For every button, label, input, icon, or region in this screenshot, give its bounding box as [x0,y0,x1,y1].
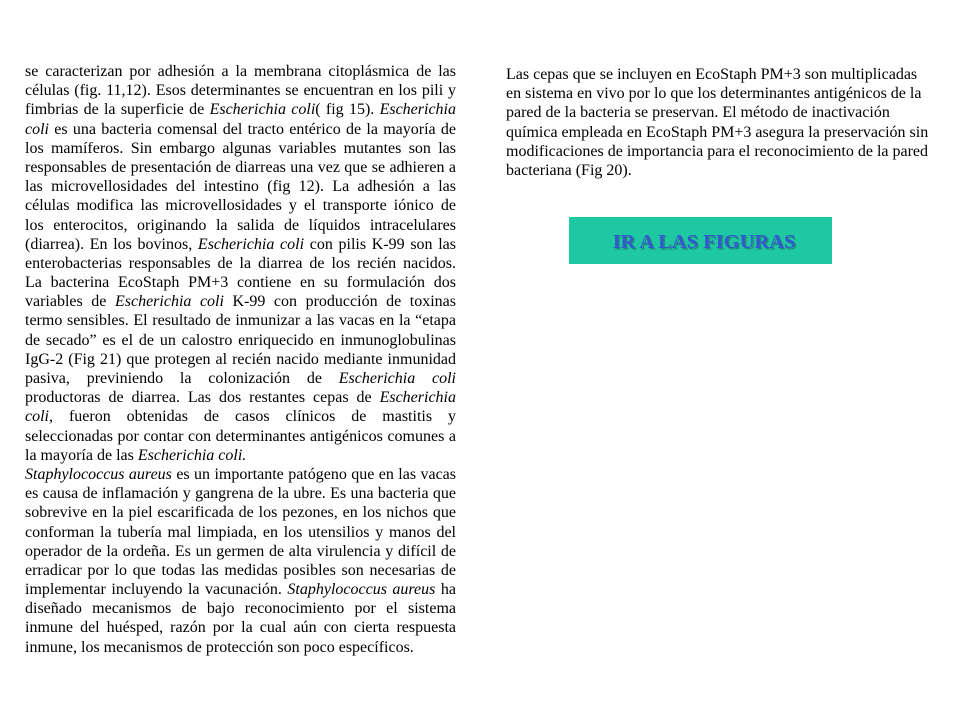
text-line [25,292,456,311]
line-text [25,504,456,521]
line-text [25,581,456,598]
line-text [25,63,456,80]
text-run: implementar incluyendo la vacunación. [25,581,288,599]
line-text [25,370,456,387]
line-text [25,562,456,579]
line-text [25,312,456,329]
text-run: es causa de inflamación y gangrena de la ubre. Es una bacteria que [25,485,456,503]
text-run: bacteriana (Fig 20). [506,161,632,179]
text-run: en sistema en vivo por lo que los determinantes antigénicos de la [506,85,922,103]
line-text [25,351,456,368]
go-to-figures-label: IR A LAS FIGURAS [612,230,796,253]
text-line [25,350,456,369]
text-run: los mamíferos. Sin embargo algunas variables mutantes son las [25,139,456,157]
text-line [25,120,456,139]
text-run: se caracterizan por adhesión a la membrana citoplásmica de las [25,63,456,80]
line-text [25,82,456,99]
text-run: ha [435,581,456,599]
text-run: la mayoría de las [25,446,138,464]
line-text [506,85,921,102]
text-line [25,369,456,388]
go-to-figures-button[interactable] [569,217,832,264]
text-line [25,638,456,657]
text-line [506,65,932,84]
italic-term: Staphylococcus aureus [287,581,436,599]
line-text [25,485,456,502]
line-text [25,140,456,157]
line-text [25,217,456,234]
text-run: operador de la ordeña. Es un germen de alta virulencia y difícil de [25,542,456,560]
line-text [25,428,456,445]
text-run: química empleada en EcoStaph PM+3 asegura la preservación sin [506,123,929,141]
text-run: Las cepas que se incluyen en EcoStaph PM+3 son multiplicadas [506,66,918,83]
text-line [25,216,456,235]
text-line [25,100,456,119]
text-run: inmune, los mecanismos de protección son poco específicos. [25,638,414,656]
text-run: enterobacterias responsables de la diarrea de los recién nacidos. [25,254,456,272]
text-run: modificaciones de importancia para el reconocimiento de la pared [506,142,929,160]
text-run: fueron obtenidas de casos clínicos de mastitis y [53,408,456,426]
text-line [25,561,456,580]
text-run: con pilis K-99 son las [304,235,456,253]
text-run: conforman la tubería mal limpiada, en los utensilios y manos del [25,523,456,541]
text-run: pared de la bacteria se preservan. El método de inactivación [506,104,890,122]
line-text [25,178,456,195]
text-run: ( fig 15). [315,101,380,119]
text-run: diseñado mecanismos de bajo reconocimiento por el sistema [25,600,456,618]
line-text [25,389,456,406]
text-line [25,254,456,273]
text-line [25,599,456,618]
text-line [506,84,932,103]
line-text [25,447,246,464]
text-line [25,427,456,446]
text-run: IgG-2 (Fig 21) que protegen al recién nacido mediante inmunidad [25,350,456,368]
line-text [506,66,917,83]
text-line [25,273,456,292]
line-text [25,332,456,349]
line-text [25,159,456,176]
text-run: seleccionadas por contar con determinantes antigénicos comunes a [25,427,456,445]
line-text [25,236,456,253]
text-run: erradicar por lo que todas las medidas posibles son necesarias de [25,561,456,579]
line-text [506,162,632,179]
text-line [506,142,932,161]
text-line [25,407,456,426]
text-line [25,484,456,503]
text-run: células (fig. 11,12). Esos determinantes se encuentran en los pili y [25,82,456,100]
text-run: de secado” es el de un calostro enriquecido en inmunoglobulinas [25,331,456,349]
text-line [25,177,456,196]
text-run: inmune del huésped, razón por la cual aún con cierta respuesta [25,619,456,637]
text-line [25,196,456,215]
text-line [25,158,456,177]
text-line [25,446,456,465]
text-run: (diarrea). En los bovinos, [25,235,198,253]
line-text [25,255,456,272]
line-text [506,104,890,121]
text-line [25,62,456,81]
text-line [25,618,456,637]
text-line [25,139,456,158]
left-text-column [25,62,456,657]
text-line [506,123,932,142]
italic-term: Escherichia coli. [137,446,247,464]
line-text [25,101,456,118]
text-run: fimbrias de la superficie de [25,101,210,119]
line-text [25,293,456,310]
italic-term: Escherichia coli [197,235,305,253]
text-run: variables de [25,293,115,311]
text-run: pasiva, previniendo la colonización de [25,370,339,387]
text-line [506,161,932,180]
text-run: La bacterina EcoStaph PM+3 contiene en su formulación dos [25,274,456,292]
text-run: termo sensibles. El resultado de inmunizar a las vacas en la “etapa [25,312,456,330]
italic-term: Escherichia coli [114,293,224,311]
text-line [25,388,456,407]
text-line [25,235,456,254]
text-line [25,503,456,522]
text-line [25,465,456,484]
text-run: productoras de diarrea. Las dos restantes cepas de [25,389,380,407]
line-text [25,408,456,425]
line-text [506,124,928,141]
text-line [25,580,456,599]
line-text [25,543,456,560]
text-run: los enterocitos, originando la salida de líquidos intracelulares [25,216,456,234]
text-line [25,542,456,561]
text-line [506,103,932,122]
text-run: es una bacteria comensal del tracto entérico de la mayoría de [49,120,456,138]
line-text [25,274,456,291]
line-text [506,143,928,160]
line-text [25,197,456,214]
line-text [25,619,456,636]
italic-term: coli [25,120,49,138]
text-run: las microvellosidades del intestino (fig 12). La adhesión a las [25,178,456,196]
text-run: sobrevive en la piel escarificada de los pezones, en los nichos que [25,504,456,522]
italic-term: Escherichia [379,101,456,119]
text-line [25,523,456,542]
text-line [25,81,456,100]
italic-term: Escherichia coli [209,101,316,119]
italic-term: Escherichia [379,389,456,407]
line-text [25,466,456,483]
text-line [25,311,456,330]
text-line [25,331,456,350]
line-text [25,600,456,617]
italic-term: Staphylococcus aureus [25,465,172,483]
italic-term: Escherichia coli [338,370,456,387]
line-text [25,639,414,656]
text-run: responsables de presentación de diarreas una vez que se adhieren a [25,158,456,176]
text-run: células modifica las microvellosidades y el transporte iónico de [25,197,456,215]
italic-term: coli, [25,408,53,426]
text-run: es un importante patógeno que en las vacas [171,465,457,483]
text-run: K-99 con producción de toxinas [223,293,456,311]
line-text [25,524,456,541]
right-text-column [506,65,932,180]
line-text [25,121,456,138]
